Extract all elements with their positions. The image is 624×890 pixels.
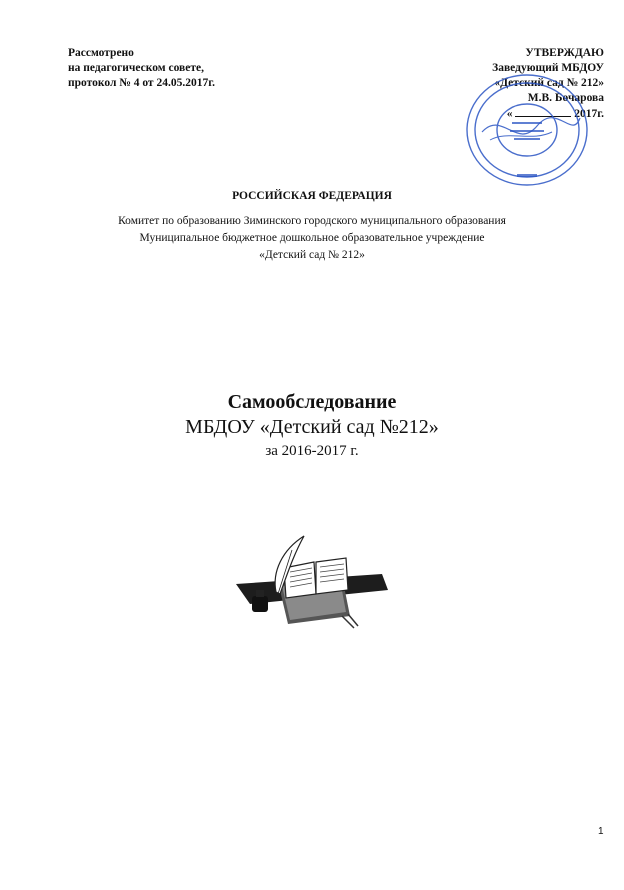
institution-name: «Детский сад № 212» (259, 249, 365, 261)
approval-line-3: «Детский сад № 212» (494, 77, 604, 89)
institution-line: Муниципальное бюджетное дошкольное образовательное учреждение (139, 232, 485, 244)
document-subtitle: МБДОУ «Детский сад №212» (185, 416, 439, 438)
committee-line: Комитет по образованию Зиминского городского муниципального образования (118, 215, 506, 227)
approval-date: 2017г. (574, 108, 604, 120)
country-heading: РОССИЙСКАЯ ФЕДЕРАЦИЯ (232, 190, 392, 202)
document-title: Самообследование (227, 391, 397, 413)
document-period: за 2016-2017 г. (265, 443, 359, 459)
approval-date-quote: « (506, 108, 513, 120)
review-line-1: Рассмотрено (68, 47, 134, 59)
review-line-2: на педагогическом совете, (68, 62, 204, 74)
document-title-block (0, 390, 624, 462)
review-line-3: протокол № 4 от 24.05.2017г. (68, 77, 215, 89)
review-note (68, 46, 215, 91)
official-stamp-icon (462, 70, 592, 190)
page-number: 1 (598, 826, 604, 837)
document-header (0, 188, 624, 264)
approval-line-4: М.В. Бочарова (527, 92, 604, 104)
book-quill-icon (232, 532, 392, 632)
approval-line-2: Заведующий МБДОУ (492, 62, 604, 74)
approval-line-1: УТВЕРЖДАЮ (525, 47, 604, 59)
